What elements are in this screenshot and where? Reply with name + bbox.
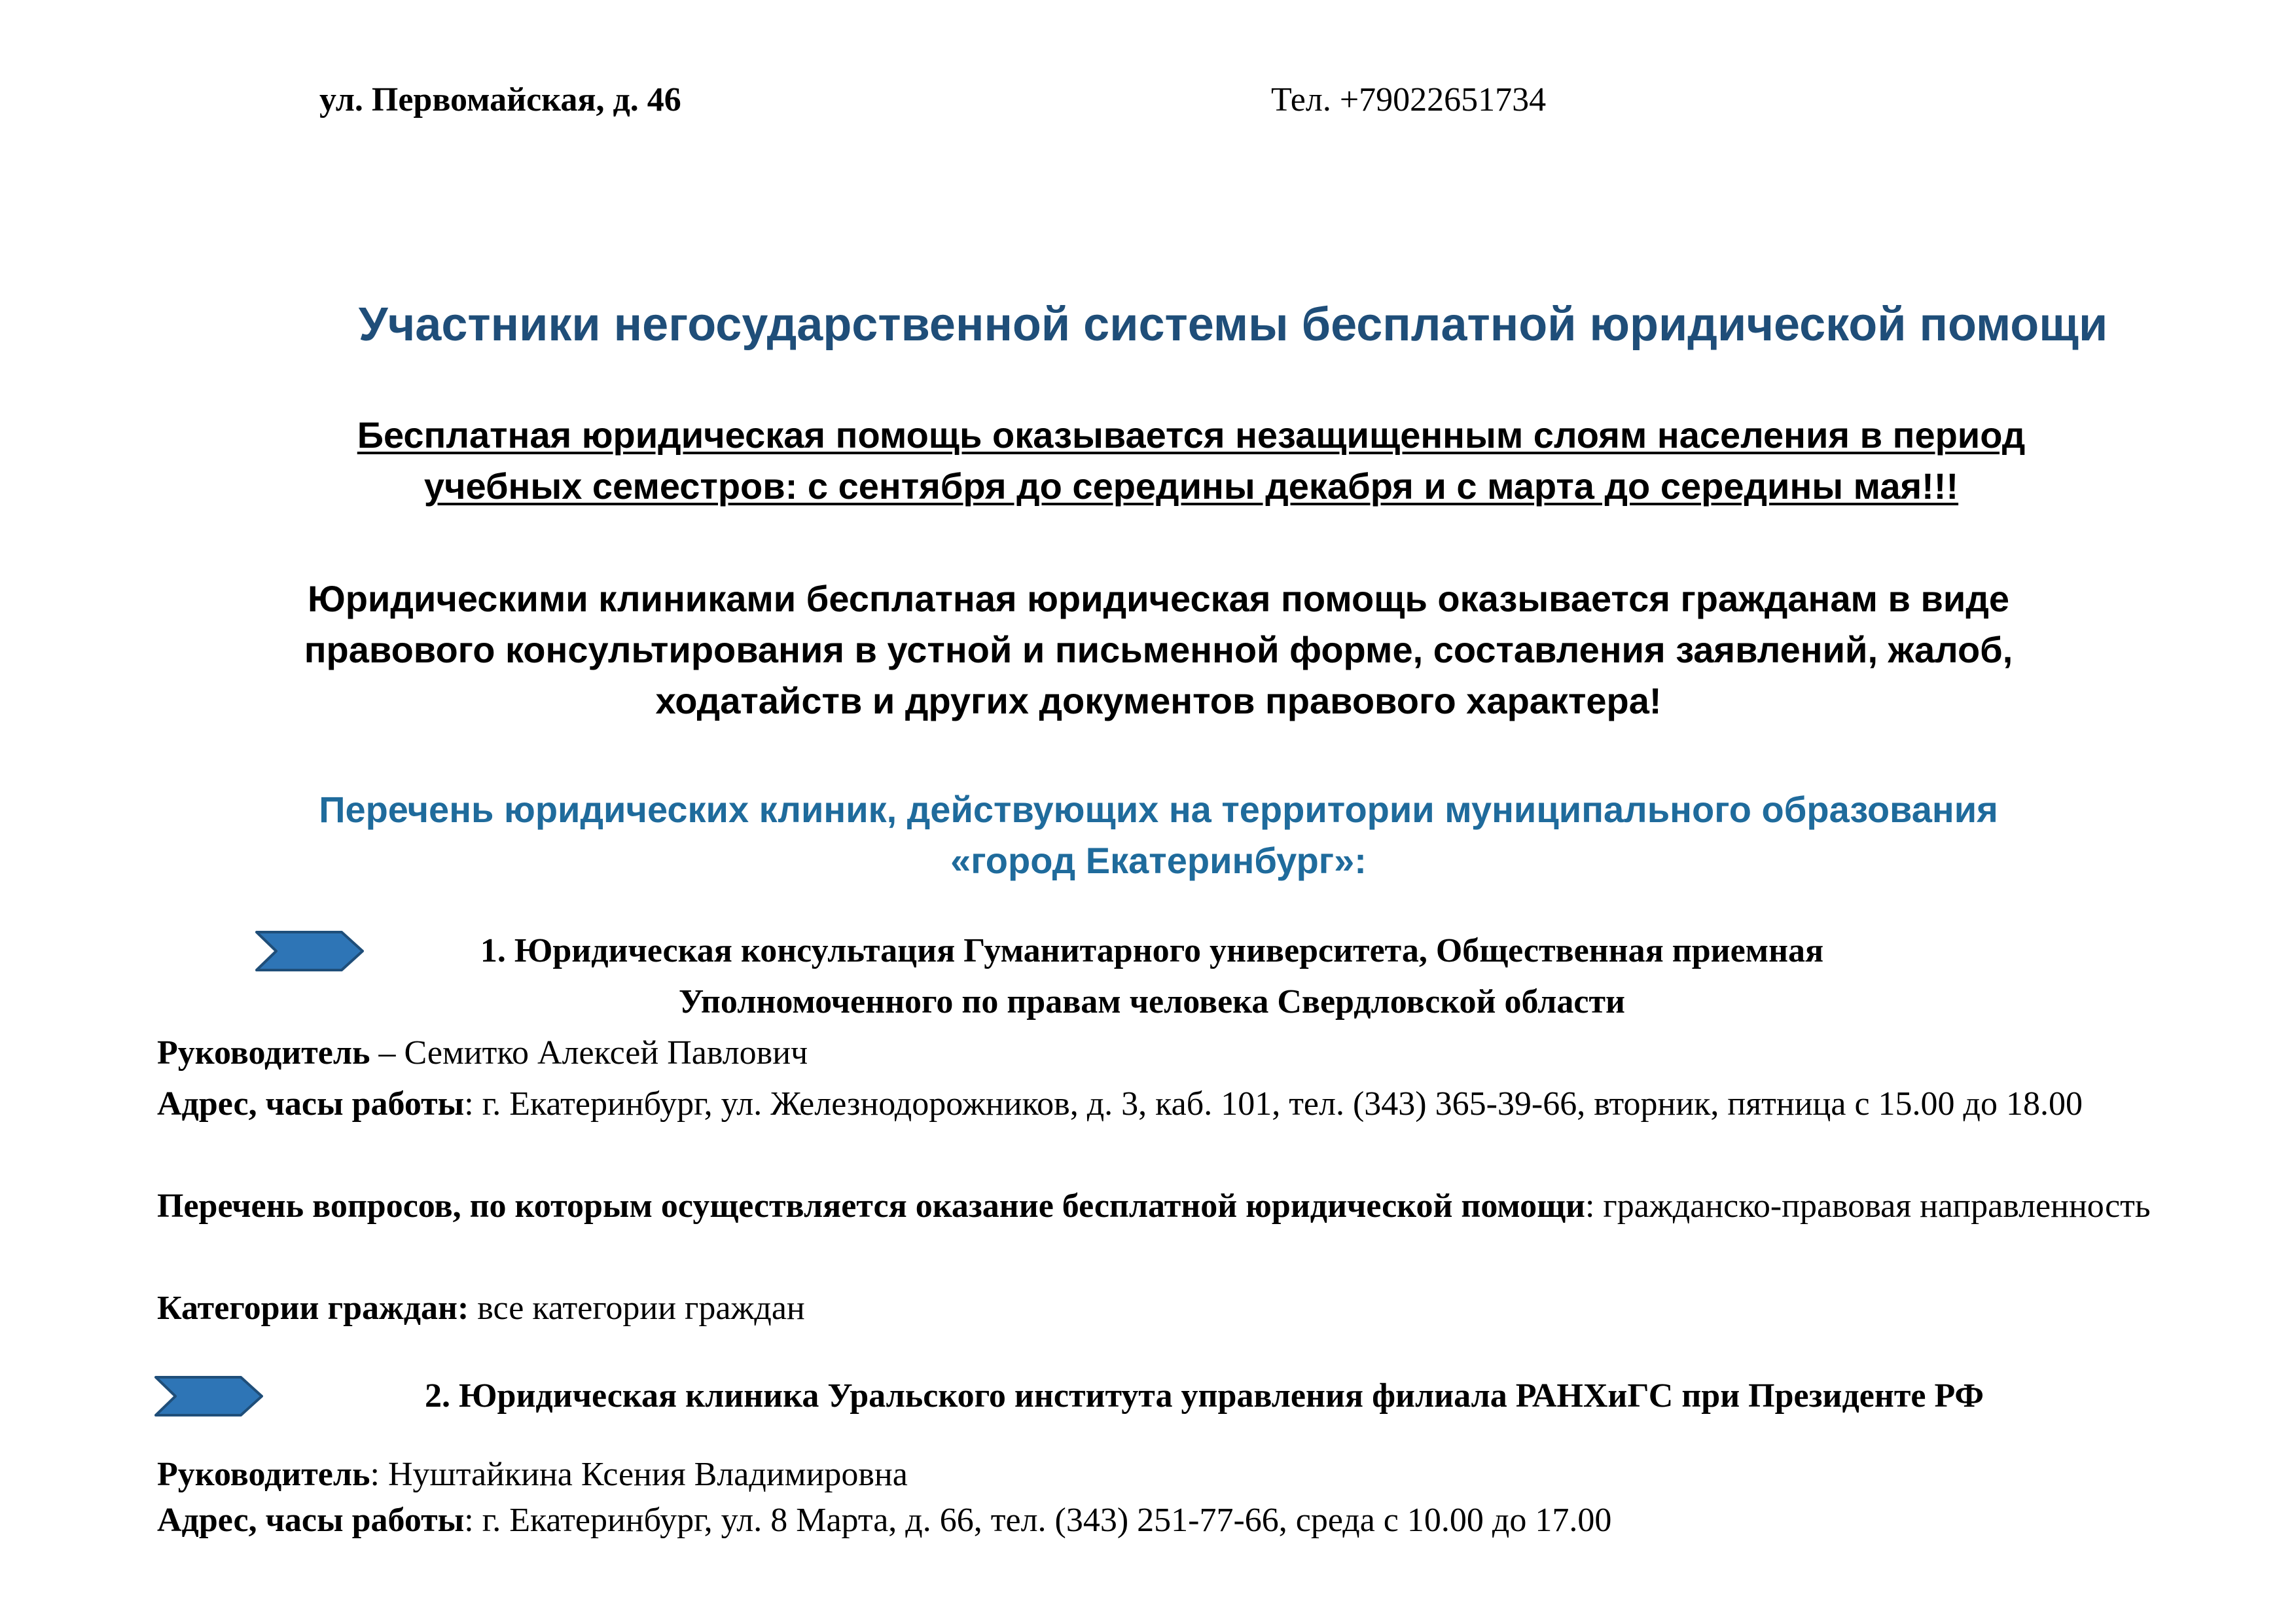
clinic-1-address bbox=[157, 1079, 2207, 1130]
field-label: Адрес, часы работы bbox=[157, 1085, 465, 1123]
list-title-line: Перечень юридических клиник, действующих на территории муниципального образования bbox=[319, 789, 1998, 830]
clinic-1-categories bbox=[157, 1283, 2207, 1334]
field-value: : Нуштайкина Ксения Владимировна bbox=[370, 1456, 908, 1493]
field-label: Перечень вопросов, по которым осуществляется оказание бесплатной юридической помощи bbox=[157, 1187, 1585, 1225]
field-label: Руководитель bbox=[157, 1034, 370, 1072]
field-label: Руководитель bbox=[157, 1456, 370, 1493]
notice-block bbox=[249, 410, 2134, 512]
intro-block bbox=[216, 573, 2101, 727]
clinic-1-head bbox=[157, 1028, 2207, 1079]
clinic-2-heading: 2. Юридическая клиника Уральского института управления филиала РАНХиГС при Президенте РФ bbox=[425, 1377, 1984, 1415]
field-label: Адрес, часы работы bbox=[157, 1502, 465, 1539]
clinic-2-head bbox=[157, 1449, 2207, 1500]
field-value: : г. Екатеринбург, ул. 8 Марта, д. 66, тел. (343) 251-77-66, среда с 10.00 до 17.00 bbox=[464, 1502, 1612, 1539]
clinic-1-heading-line2: Уполномоченного по правам человека Свердловской области bbox=[679, 983, 1625, 1020]
page-title: Участники негосударственной системы бесплатной юридической помощи bbox=[358, 298, 2108, 351]
field-value: все категории граждан bbox=[469, 1290, 805, 1327]
notice-line: учебных семестров: с сентября до середины декабря и с марта до середины мая!!! bbox=[423, 465, 1959, 507]
clinics-list-title bbox=[216, 784, 2101, 886]
field-label: Категории граждан: bbox=[157, 1290, 469, 1327]
field-value: : г. Екатеринбург, ул. Железнодорожников, д. 3, каб. 101, тел. (343) 365-39-66, вторник, пятница с 15.00 до 18.00 bbox=[464, 1085, 2083, 1123]
field-separator: – bbox=[370, 1034, 404, 1072]
header-phone: Тел. +79022651734 bbox=[1271, 81, 1547, 118]
field-value: : гражданско-правовая направленность bbox=[1585, 1187, 2151, 1225]
header-address: ул. Первомайская, д. 46 bbox=[319, 81, 681, 118]
field-value: Семитко Алексей Павлович bbox=[404, 1034, 808, 1072]
list-title-line: «город Екатеринбург»: bbox=[950, 840, 1367, 881]
clinic-1-heading-line1: 1. Юридическая консультация Гуманитарного университета, Общественная приемная bbox=[480, 932, 1824, 969]
clinic-1-issues bbox=[157, 1181, 2207, 1232]
chevron-arrow-icon bbox=[154, 1376, 263, 1416]
intro-line: правового консультирования в устной и письменной форме, составления заявлений, жалоб, bbox=[304, 629, 2013, 670]
chevron-arrow-icon bbox=[255, 931, 364, 971]
intro-line: Юридическими клиниками бесплатная юридическая помощь оказывается гражданам в виде bbox=[307, 578, 2010, 619]
clinic-2-address bbox=[157, 1495, 2207, 1546]
intro-line: ходатайств и других документов правового характера! bbox=[655, 680, 1662, 721]
notice-line: Бесплатная юридическая помощь оказывается незащищенным слоям населения в период bbox=[357, 414, 2026, 456]
